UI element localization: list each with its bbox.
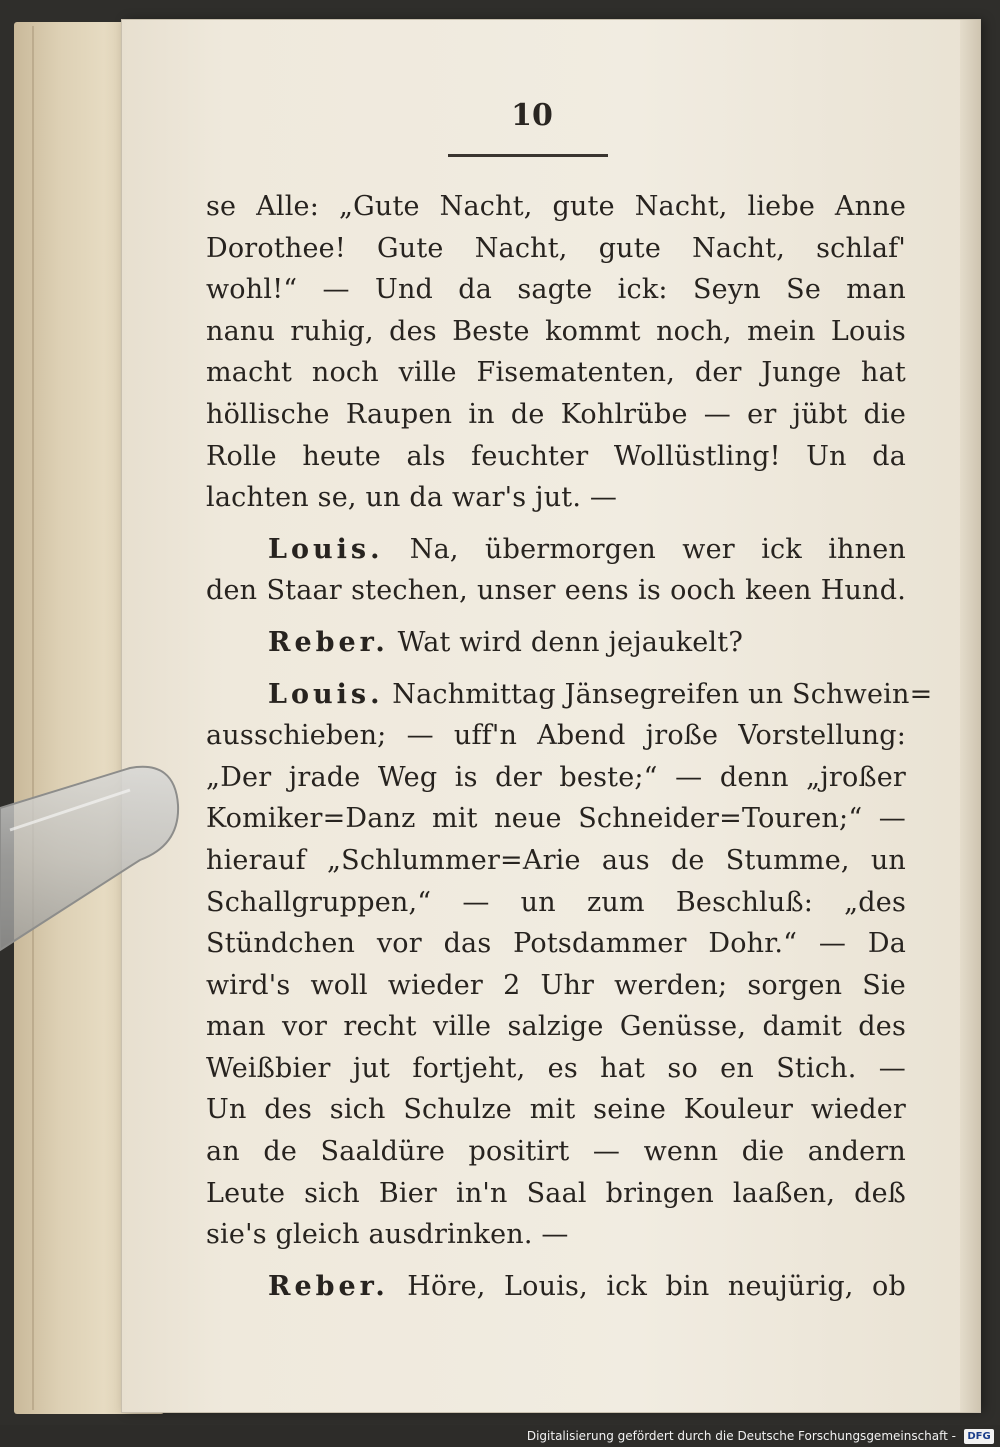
text-line: man vor recht ville salzige Genüsse, damit des — [206, 1011, 906, 1043]
speaker-name: Reber. — [268, 1270, 389, 1302]
text-line: Dorothee! Gute Nacht, gute Nacht, schlaf' — [206, 232, 906, 264]
text-line — [206, 674, 933, 716]
line-text: Wat wird denn jejaukelt? — [388, 626, 743, 658]
text-line — [206, 622, 906, 664]
footer-bar — [0, 1425, 1000, 1447]
text-line: sie's gleich ausdrinken. — — [206, 1219, 569, 1251]
text-line: Rolle heute als feuchter Wollüstling! Un da — [206, 440, 906, 472]
dfg-logo: DFG — [964, 1429, 994, 1444]
footer-credit: Digitalisierung gefördert durch die Deutsche Forschungsgemeinschaft - — [526, 1429, 956, 1443]
speaker-name: Louis. — [268, 678, 384, 710]
translucent-page-holder-icon — [0, 760, 200, 980]
text-line: an de Saaldüre positirt — wenn die andern — [206, 1136, 906, 1168]
text-line: Un des sich Schulze mit seine Kouleur wieder — [206, 1094, 906, 1126]
text-line: se Alle: „Gute Nacht, gute Nacht, liebe Anne — [206, 191, 906, 222]
text-line: nanu ruhig, des Beste kommt noch, mein Louis — [206, 315, 906, 347]
text-line: Stündchen vor das Potsdammer Dohr.“ — Da — [206, 928, 906, 960]
text-line: Komiker=Danz mit neue Schneider=Touren;“ — — [206, 803, 906, 835]
body-text — [206, 186, 933, 1307]
text-line — [206, 1266, 906, 1308]
paragraph — [206, 674, 933, 1256]
text-line: höllische Raupen in de Kohlrübe — er jübt die — [206, 398, 906, 430]
paragraph — [206, 1266, 906, 1308]
paragraph — [206, 529, 906, 612]
paragraph — [206, 622, 906, 664]
line-text: Höre, Louis, ick bin neujürig, ob — [388, 1270, 906, 1302]
text-line: „Der jrade Weg is der beste;“ — denn „jroßer — [206, 761, 906, 793]
text-line: den Staar stechen, unser eens is ooch keen Hund. — [206, 575, 906, 607]
page-number: 10 — [511, 98, 553, 133]
line-text: Na, übermorgen wer ick ihnen — [383, 533, 906, 565]
text-line: ausschieben; — uff'n Abend jroße Vorstellung: — [206, 720, 906, 752]
text-line — [206, 529, 906, 571]
text-line: hierauf „Schlummer=Arie aus de Stumme, un — [206, 844, 906, 876]
text-line: lachten se, un da war's jut. — — [206, 482, 618, 514]
text-line: Weißbier jut fortjeht, es hat so en Stich. — — [206, 1052, 906, 1084]
speaker-name: Louis. — [268, 533, 384, 565]
header-rule — [448, 154, 608, 157]
line-text: Nachmittag Jänsegreifen un Schwein= — [383, 678, 933, 710]
text-line: Leute sich Bier in'n Saal bringen laaßen, deß — [206, 1177, 906, 1209]
text-line: wird's woll wieder 2 Uhr werden; sorgen Sie — [206, 969, 906, 1001]
paragraph — [206, 186, 906, 519]
text-line: Schallgruppen,“ — un zum Beschluß: „des — [206, 886, 906, 918]
text-line: macht noch ville Fisematenten, der Junge hat — [206, 357, 906, 389]
book-page — [122, 20, 980, 1412]
text-line: wohl!“ — Und da sagte ick: Seyn Se man — [206, 274, 906, 306]
speaker-name: Reber. — [268, 626, 389, 658]
page-gutter — [960, 20, 980, 1412]
